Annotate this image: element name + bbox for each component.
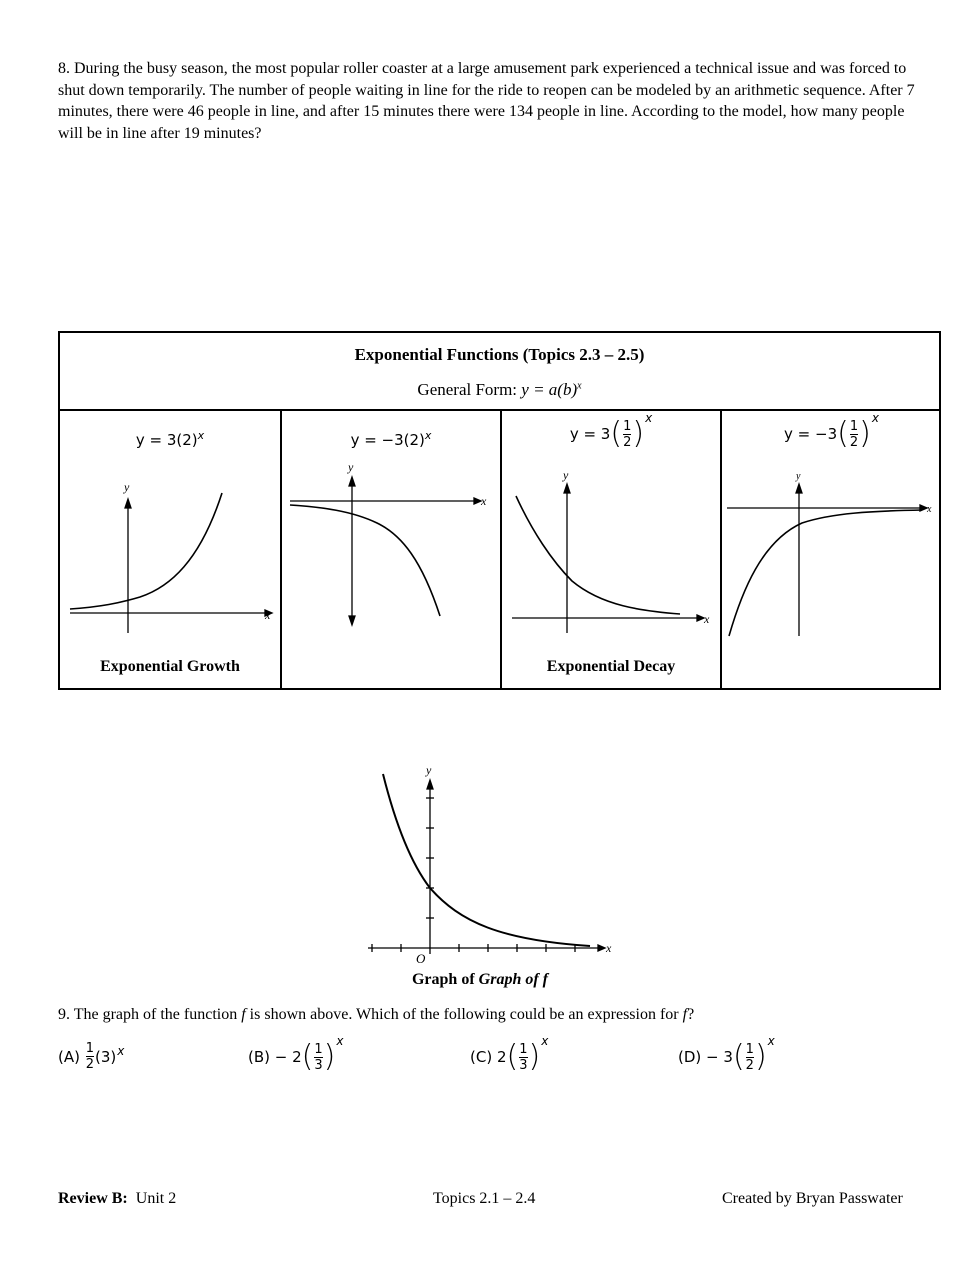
svg-text:y: y bbox=[796, 471, 801, 482]
footer-right: Created by Bryan Passwater bbox=[722, 1190, 903, 1207]
graph-negative-growth bbox=[282, 411, 500, 691]
equation-negative-decay: y = −3 ( $\frac{1}{2}$ ) x bbox=[784, 411, 879, 451]
graph-growth bbox=[60, 411, 278, 691]
graph-of-f bbox=[360, 762, 620, 972]
footer-center: Topics 2.1 – 2.4 bbox=[433, 1190, 536, 1207]
question-9-text: 9. The graph of the function f is shown above. Which of the following could be an expression for f? bbox=[58, 1006, 695, 1023]
cell-negative-growth bbox=[280, 411, 500, 688]
footer-left: Review B: Unit 2 bbox=[58, 1190, 177, 1207]
svg-text:x: x bbox=[704, 612, 710, 626]
svg-text:y: y bbox=[563, 468, 569, 482]
choice-b[interactable]: (B) − 2 ( $\frac{1}{3}$ ) x bbox=[248, 1034, 344, 1074]
question-8-text: 8. During the busy season, the most popular roller coaster at a large amusement park experienced a technical issue and was forced to shut down temporarily. The number of people waiting in line for the ride to reopen can be modeled by an arithmetic sequence. After 7 minutes, there were 46 people in line, and after 15 minutes there were 134 people in line. According to the model, how many people will be in line after 19 minutes? bbox=[58, 60, 915, 142]
general-form-label: General Form: bbox=[417, 380, 518, 399]
graph-decay bbox=[502, 411, 720, 691]
cell-decay bbox=[500, 411, 720, 688]
cell-growth bbox=[60, 411, 280, 688]
svg-text:y: y bbox=[124, 480, 130, 494]
equation-growth: $y = 3(2)^x$ bbox=[135, 429, 205, 449]
svg-text:x: x bbox=[481, 494, 487, 508]
caption-exponential-growth: Exponential Growth bbox=[100, 658, 240, 675]
svg-text:x: x bbox=[927, 504, 932, 515]
table-title: Exponential Functions (Topics 2.3 – 2.5) bbox=[354, 345, 645, 364]
svg-text:x: x bbox=[606, 941, 612, 955]
svg-text:y: y bbox=[348, 460, 354, 474]
choice-d[interactable]: (D) − 3 ( $\frac{1}{2}$ ) x bbox=[678, 1034, 775, 1074]
svg-text:x: x bbox=[265, 608, 271, 622]
caption-exponential-decay: Exponential Decay bbox=[546, 658, 676, 675]
graph-negative-decay bbox=[722, 411, 942, 691]
cell-negative-decay bbox=[720, 411, 941, 688]
equation-negative-growth: $y = -3(2)^x$ bbox=[350, 429, 432, 449]
svg-text:O: O bbox=[416, 951, 426, 966]
graph-of-f-caption: Graph of Graph of f bbox=[411, 971, 548, 988]
equation-decay: y = 3 ( $\frac{1}{2}$ ) x bbox=[569, 411, 653, 451]
choice-a[interactable]: (A) $\frac{1}{2}$ (3) x bbox=[58, 1041, 125, 1072]
general-form-exponent: x bbox=[577, 380, 582, 392]
choice-c[interactable]: (C) 2 ( $\frac{1}{3}$ ) x bbox=[470, 1034, 549, 1074]
general-form-equation: y = a(b) bbox=[521, 380, 578, 399]
svg-text:y: y bbox=[426, 763, 432, 777]
exponential-functions-reference-table bbox=[58, 331, 941, 690]
general-form bbox=[60, 380, 939, 400]
